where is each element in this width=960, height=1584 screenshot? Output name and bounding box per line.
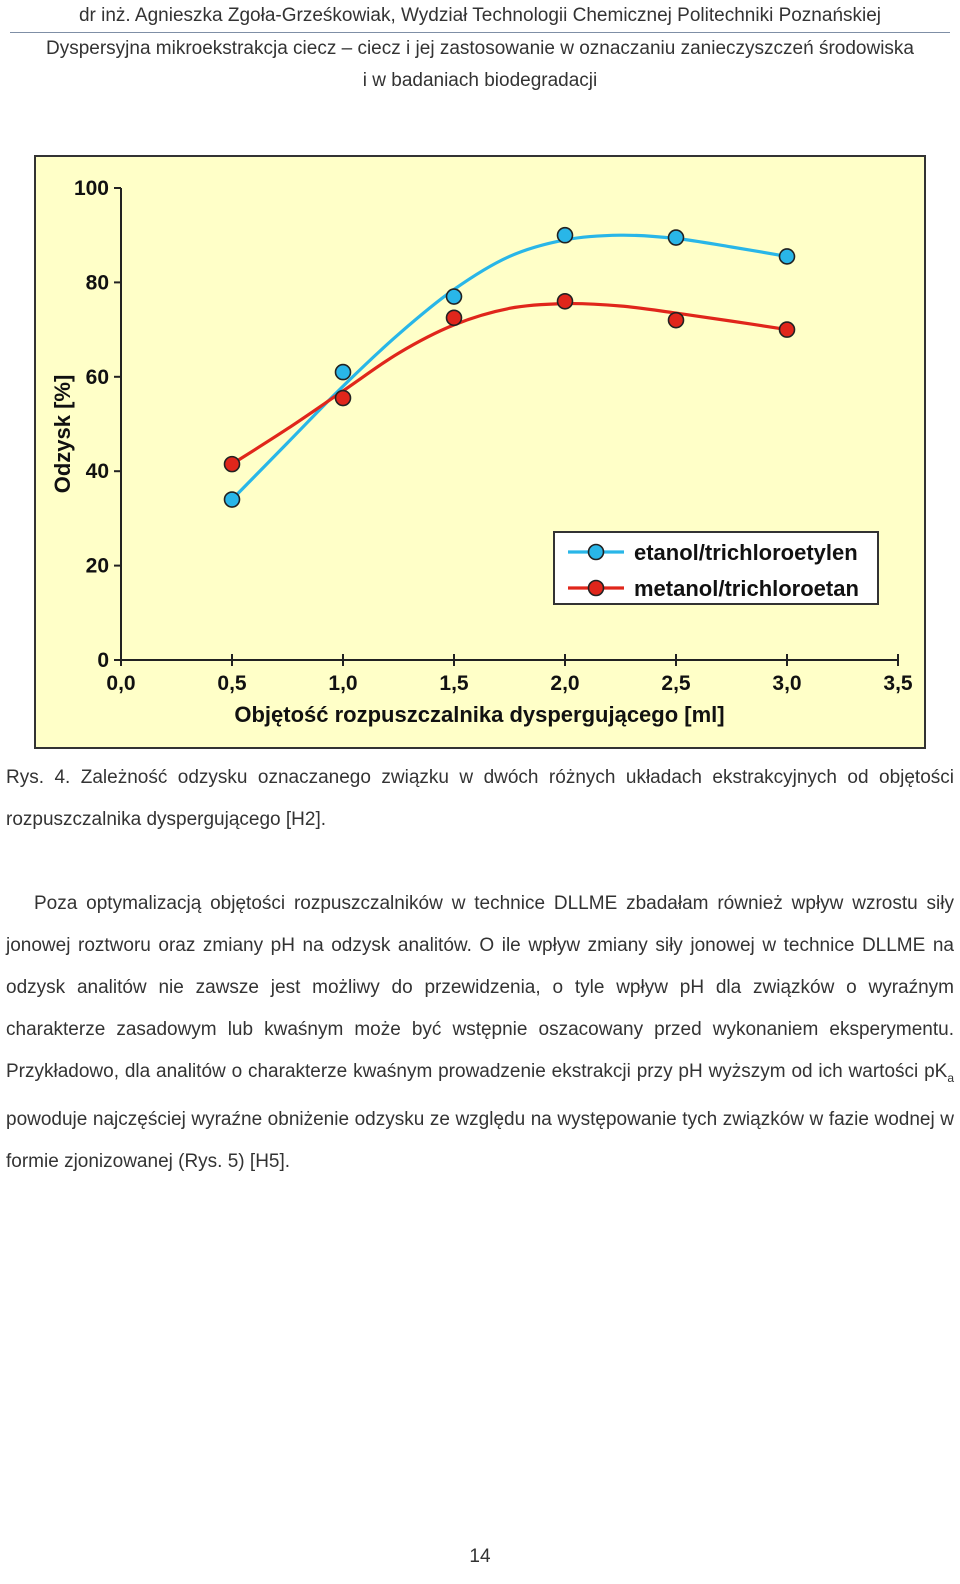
series-1-point — [780, 249, 795, 264]
series-1-point — [558, 228, 573, 243]
series-2-point — [336, 391, 351, 406]
x-tick-label: 1,5 — [439, 672, 469, 695]
series-2-point — [558, 294, 573, 309]
series-2-point — [780, 322, 795, 337]
y-tick-label: 20 — [85, 554, 109, 578]
page-number: 14 — [469, 1546, 491, 1567]
y-axis-title: Odzysk [%] — [50, 374, 75, 494]
series-1-point — [447, 289, 462, 304]
series-1-point — [225, 492, 240, 507]
y-tick-label: 0 — [97, 649, 109, 672]
y-tick-label: 80 — [85, 271, 109, 295]
y-tick-label: 40 — [85, 460, 109, 484]
legend-label-2: metanol/trichloroetan — [634, 576, 859, 601]
series-1-point — [669, 230, 684, 245]
x-tick-label: 1,0 — [328, 672, 358, 695]
paragraph-text-after: powoduje najczęściej wyraźne obniżenie odzysku ze względu na występowanie tych związków w fazie wodnej w formie zjonizowanej (Rys. 5) [H5]. — [6, 1108, 954, 1172]
y-tick-label: 60 — [85, 365, 109, 389]
legend-marker-1 — [589, 545, 604, 560]
paragraph-text-before: Poza optymalizacją objętości rozpuszczalników w technice DLLME zbadałam również wpływ wzrostu siły jonowej roztworu oraz zmiany pH na odzysk analitów. O ile wpływ zmiany siły jonowej w technice DLLME na odzysk analitów nie zawsze jest możliwy do przewidzenia, o tyle wpływ pH dla związków o wyraźnym charakterze zasadowym lub kwaśnym może być wstępnie oszacowany przed wykonaniem eksperymentu. Przykładowo, dla analitów o charakterze kwaśnym prowadzenie ekstrakcji przy pH wyższym od ich wartości pK — [6, 893, 954, 1082]
series-1-point — [336, 365, 351, 380]
x-axis-title: Objętość rozpuszczalnika dyspergującego [ml] — [234, 702, 725, 727]
series-2-point — [225, 457, 240, 472]
x-tick-label: 3,0 — [772, 672, 802, 695]
series-2-point — [447, 310, 462, 325]
x-tick-label: 0,5 — [217, 672, 247, 695]
legend-marker-2 — [589, 581, 604, 596]
header-title-line-2: i w badaniach biodegradacji — [362, 70, 598, 91]
pka-subscript: a — [947, 1070, 954, 1085]
y-tick-label: 100 — [73, 177, 109, 200]
legend-label-1: etanol/trichloroetylen — [634, 540, 858, 565]
x-tick-label: 3,5 — [883, 672, 913, 695]
header-author: dr inż. Agnieszka Zgoła-Grześkowiak, Wydział Technologii Chemicznej Politechniki Poznańskiej — [78, 5, 882, 26]
body-paragraph — [6, 883, 954, 1183]
x-tick-label: 2,0 — [550, 672, 580, 695]
series-2-point — [669, 313, 684, 328]
recovery-chart — [34, 155, 926, 749]
figure-caption: Rys. 4. Zależność odzysku oznaczanego związku w dwóch różnych układach ekstrakcyjnych od objętości rozpuszczalnika dyspergującego [H2]. — [6, 767, 954, 830]
x-tick-label: 2,5 — [661, 672, 691, 695]
x-tick-label: 0,0 — [106, 672, 136, 695]
figure — [34, 155, 926, 749]
header-title-line-1: Dyspersyjna mikroekstrakcja ciecz – ciecz i jej zastosowanie w oznaczaniu zanieczyszczeń środowiska — [45, 38, 914, 59]
page-header — [0, 0, 960, 97]
